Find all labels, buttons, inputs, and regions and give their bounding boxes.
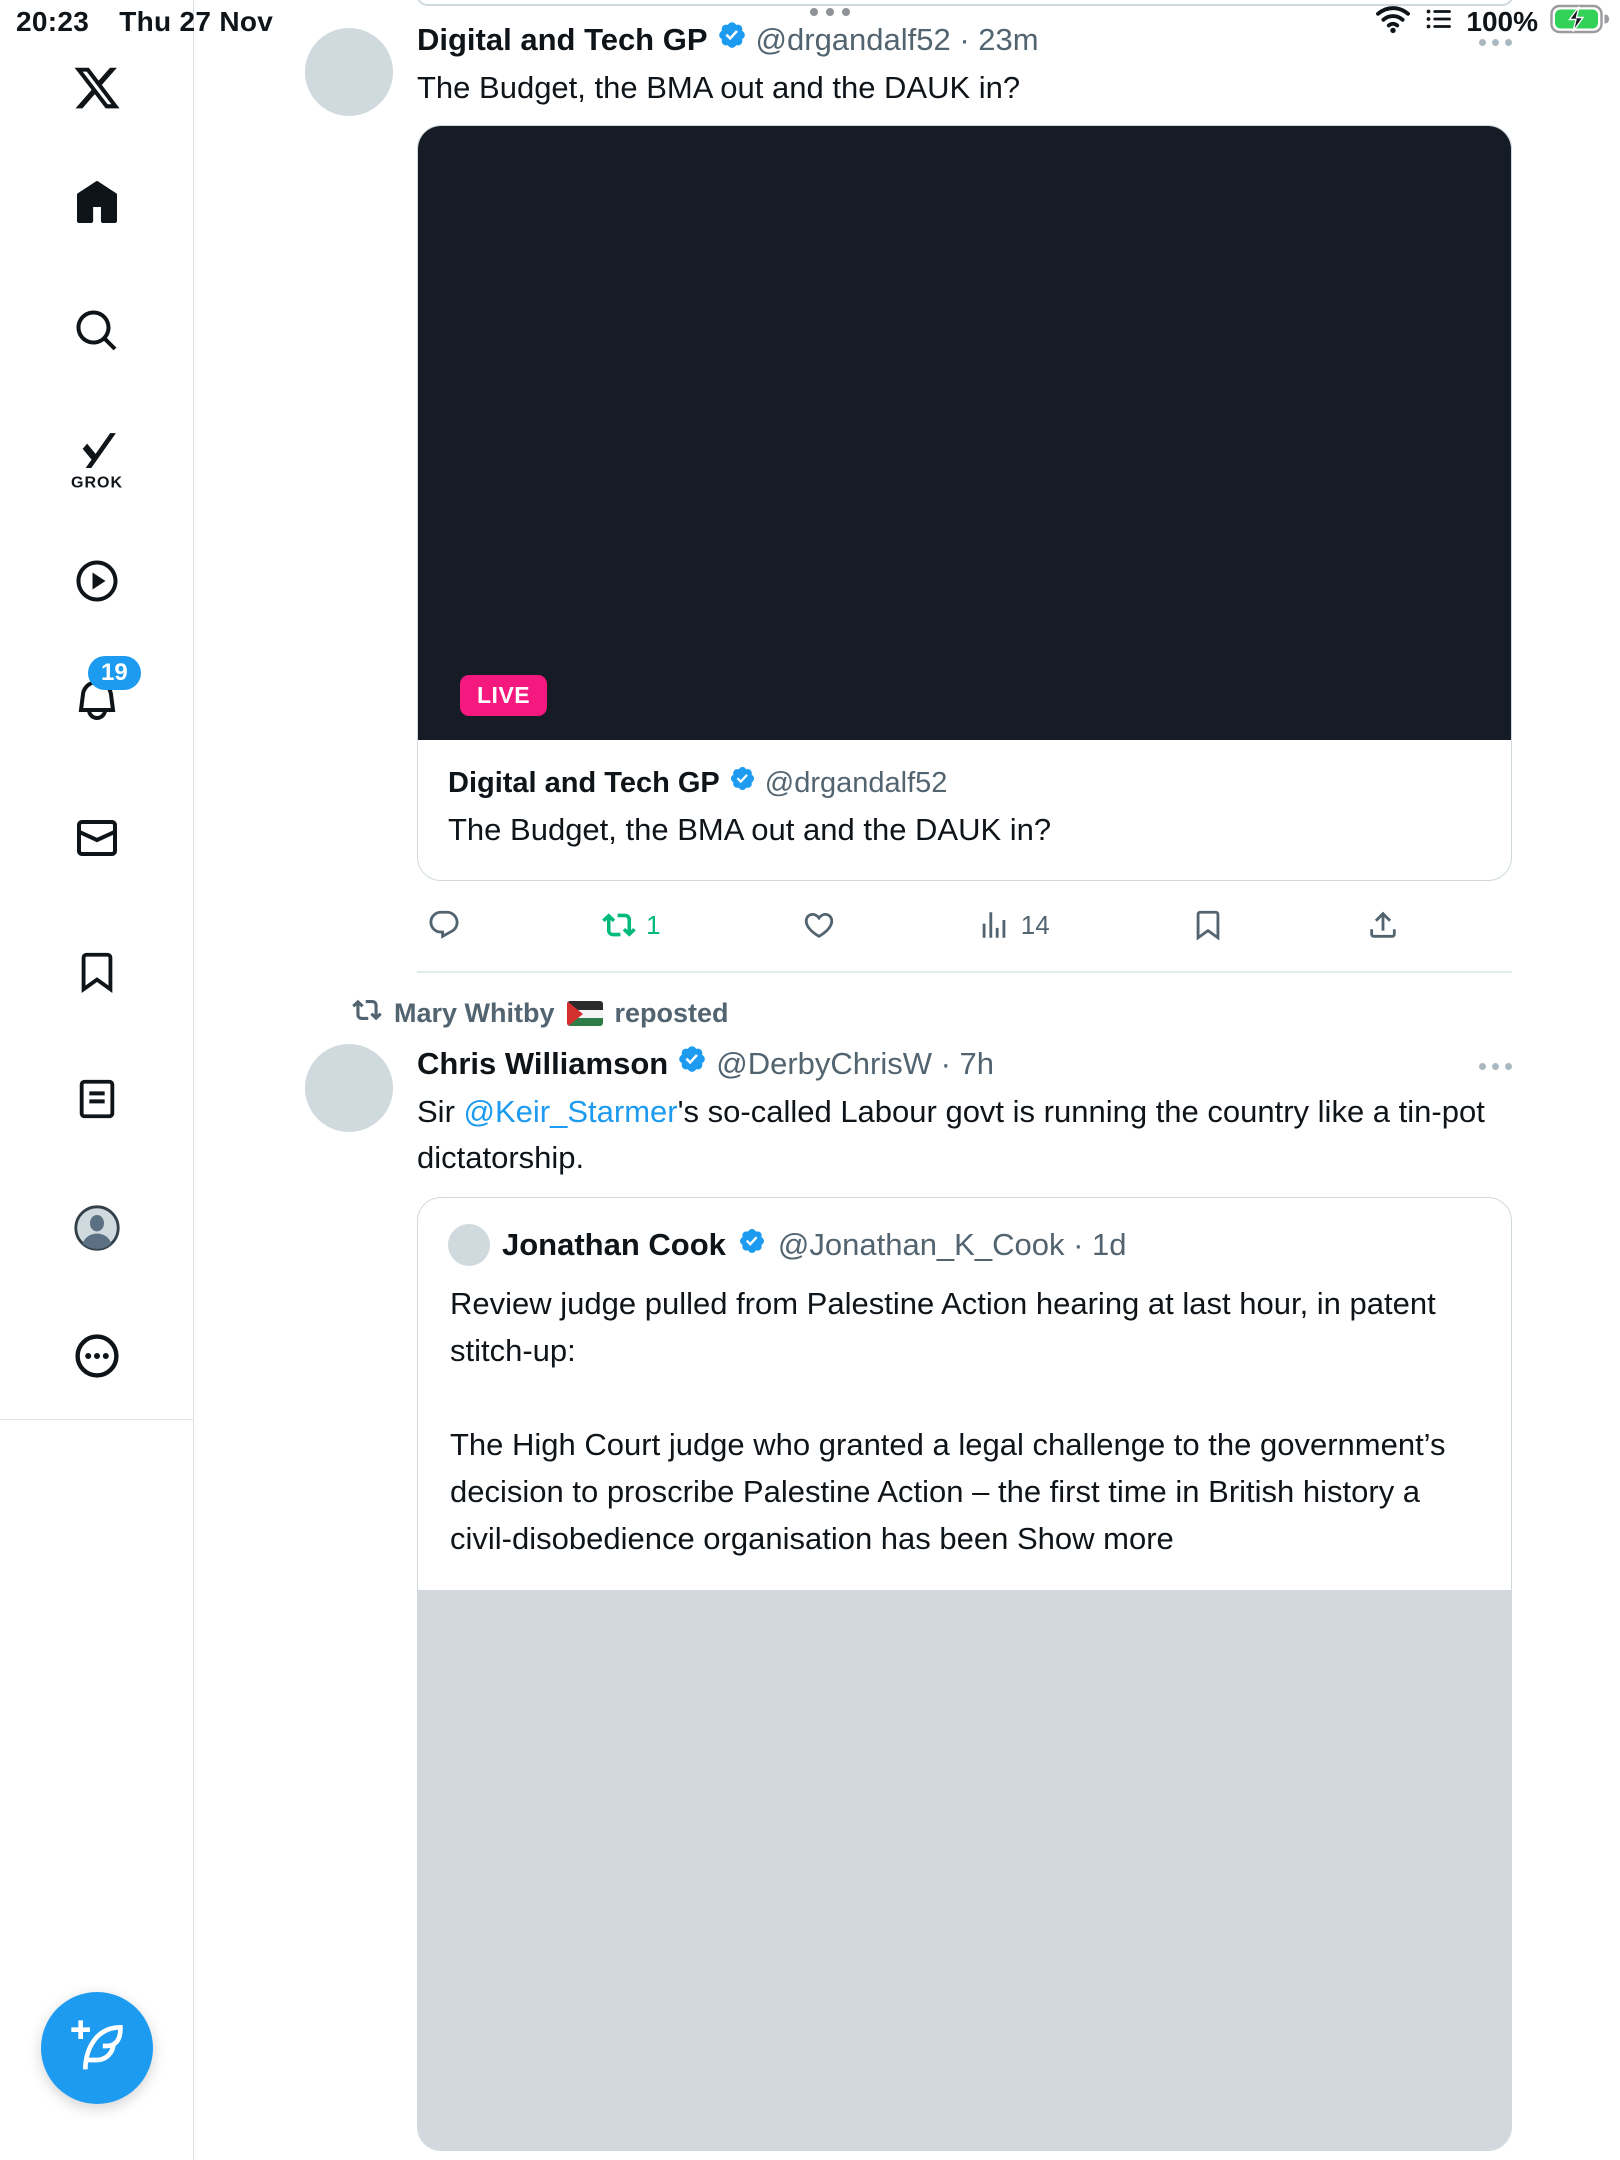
status-bar (0, 0, 1620, 44)
verified-badge-icon (738, 1225, 766, 1265)
live-author-name: Digital and Tech GP (448, 767, 720, 799)
battery-percent: 100% (1466, 5, 1538, 37)
tweet-text (417, 1089, 1512, 1181)
repost-icon (602, 908, 636, 942)
sidebar-item-messages[interactable] (73, 814, 121, 862)
sidebar-item-profile[interactable] (73, 1204, 121, 1252)
quoted-paragraph-2: The High Court judge who granted a legal challenge to the government’s decision to proscribe Palestine Action – the first time in British history a civil-disobedience organisation has been (450, 1427, 1446, 1556)
verified-badge-icon (729, 764, 756, 802)
quoted-author-handle-time: @Jonathan_K_Cook · 1d (777, 1227, 1127, 1262)
author-name[interactable]: Chris Williamson (417, 1046, 669, 1081)
author-name[interactable]: Digital and Tech GP (417, 22, 708, 57)
repost-count: 1 (646, 909, 661, 940)
show-more-link[interactable]: Show more (1017, 1521, 1174, 1556)
sidebar-item-home[interactable] (73, 179, 121, 227)
compose-feather-icon (69, 2018, 125, 2079)
sidebar-item-x-home-logo[interactable] (72, 63, 122, 113)
view-count: 14 (1020, 909, 1050, 940)
bookmark-button[interactable] (1191, 908, 1225, 942)
reposter-name: Mary Whitby (394, 998, 555, 1028)
avatar[interactable] (448, 1224, 490, 1266)
quoted-author-name[interactable]: Jonathan Cook (502, 1227, 726, 1262)
quoted-tweet-image-placeholder[interactable] (418, 1590, 1511, 2150)
live-card-caption[interactable] (418, 740, 1511, 880)
status-indicators (1374, 4, 1612, 39)
home-icon (73, 179, 121, 227)
palestine-flag-emoji (567, 1001, 603, 1026)
grok-icon (75, 430, 119, 474)
tweet-text-suffix: 's so-called Labour govt is running the country like a tin-pot dictatorship. (417, 1094, 1485, 1175)
live-caption-text: The Budget, the BMA out and the DAUK in? (448, 812, 1052, 847)
mention-link[interactable]: @Keir_Starmer (463, 1094, 678, 1129)
tweet-text-prefix: Sir (417, 1094, 455, 1129)
list-status-icon (1424, 4, 1454, 39)
tweet-more-icon[interactable] (1479, 1059, 1512, 1070)
reply-button[interactable] (427, 908, 461, 942)
share-icon (1366, 908, 1400, 942)
repost-context-row[interactable] (305, 995, 1512, 1032)
more-circle-icon (73, 1332, 121, 1380)
quoted-tweet-header (418, 1198, 1511, 1266)
clock-date: Thu 27 Nov (119, 6, 274, 37)
wifi-icon (1374, 4, 1412, 39)
views-button[interactable] (977, 908, 1050, 942)
repost-button[interactable] (602, 908, 660, 942)
live-video-card[interactable] (417, 125, 1512, 881)
grok-label: GROK (71, 474, 123, 492)
quoted-tweet-text (418, 1266, 1511, 1590)
window-handle-dots-icon[interactable] (810, 8, 850, 16)
author-handle-time[interactable]: @drgandalf52 · 23m (755, 22, 1039, 57)
status-time-date (16, 6, 273, 38)
tweet-chris-williamson[interactable] (195, 973, 1620, 2151)
play-circle-icon (73, 557, 121, 605)
analytics-icon (977, 908, 1011, 942)
sidebar-item-grok[interactable] (71, 430, 123, 493)
x-logo-icon (72, 63, 122, 113)
sidebar-item-more[interactable] (73, 1332, 121, 1380)
like-button[interactable] (802, 908, 836, 942)
search-icon (73, 307, 121, 355)
profile-avatar-icon (73, 1204, 121, 1252)
quoted-paragraph-1: Review judge pulled from Palestine Action hearing at last hour, in patent stitch-up: (450, 1286, 1436, 1368)
author-handle-time[interactable]: @DerbyChrisW · 7h (716, 1046, 995, 1081)
share-button[interactable] (1366, 908, 1400, 942)
tweet-action-bar (427, 903, 1400, 947)
bookmark-icon (74, 949, 120, 995)
live-badge: LIVE (460, 675, 547, 716)
clock-time: 20:23 (16, 6, 90, 37)
sidebar-item-bookmarks[interactable] (74, 949, 120, 995)
timeline-feed (195, 0, 1620, 2160)
tweet-header (417, 1044, 1512, 1084)
live-author-handle: @drgandalf52 (764, 767, 948, 799)
live-video-player[interactable] (418, 126, 1511, 740)
quoted-tweet-card[interactable] (417, 1197, 1512, 2151)
repost-icon (352, 995, 382, 1032)
envelope-icon (73, 814, 121, 862)
tweet-text: The Budget, the BMA out and the DAUK in? (417, 70, 1021, 105)
heart-icon (802, 908, 836, 942)
sidebar-item-explore[interactable] (73, 307, 121, 355)
tweet-digital-and-tech-gp[interactable] (195, 0, 1620, 973)
avatar[interactable] (305, 1044, 393, 1132)
battery-charging-icon (1550, 4, 1612, 39)
sidebar-divider (0, 1419, 194, 1420)
verified-badge-icon (677, 1044, 707, 1084)
compose-post-button[interactable] (41, 1992, 153, 2104)
reply-icon (427, 908, 461, 942)
sidebar-item-lists[interactable] (74, 1076, 120, 1122)
notifications-badge: 19 (88, 656, 141, 690)
lists-icon (74, 1076, 120, 1122)
sidebar-item-video[interactable] (73, 557, 121, 605)
bookmark-icon (1191, 908, 1225, 942)
sidebar-nav (0, 0, 194, 2160)
repost-action-label: reposted (614, 998, 729, 1028)
